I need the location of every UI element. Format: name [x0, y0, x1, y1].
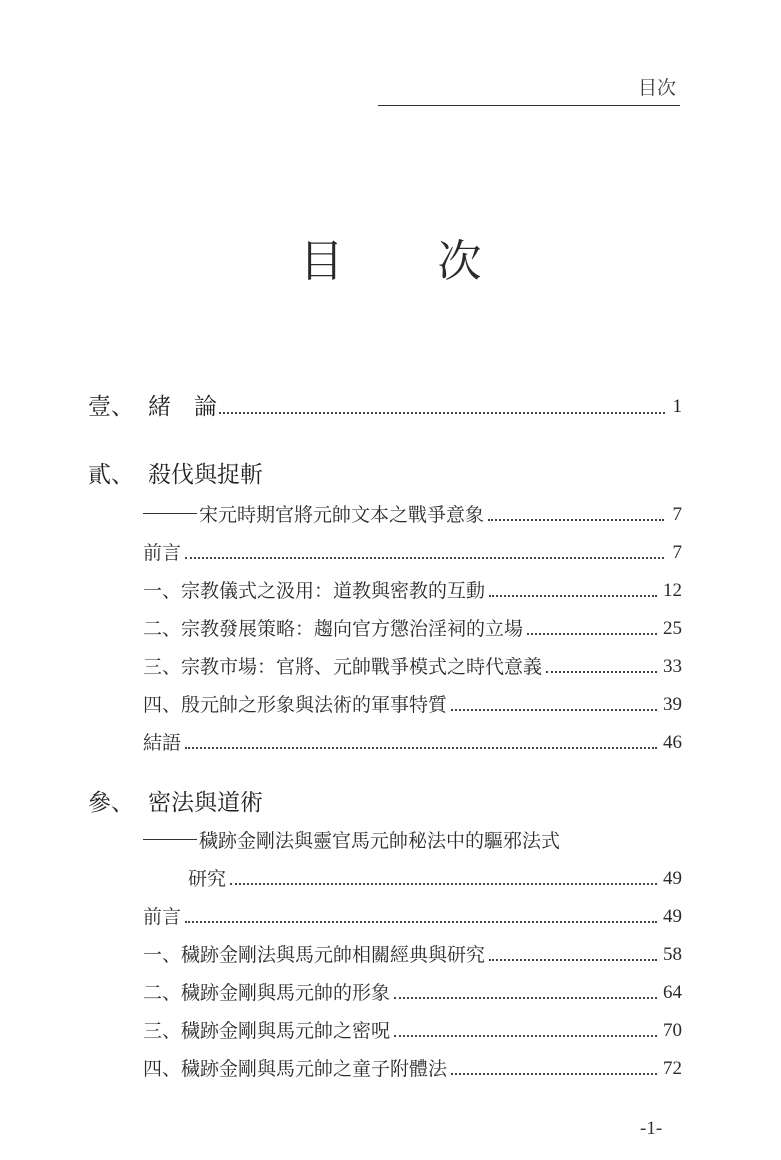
toc-entry[interactable] — [143, 654, 682, 680]
entry-title: 一、宗教儀式之汲用：道教與密教的互動 — [143, 580, 486, 602]
dot-leader — [185, 747, 657, 749]
dot-leader — [394, 1035, 657, 1037]
dot-leader — [546, 671, 657, 673]
entry-title: 四、殷元帥之形象與法術的軍事特質 — [143, 694, 448, 716]
running-header-rule — [378, 105, 680, 106]
dot-leader — [451, 709, 657, 711]
toc-entry[interactable] — [143, 904, 682, 930]
chapter-2-subtitle[interactable] — [143, 502, 682, 528]
entry-title: 結語 — [143, 732, 182, 754]
dot-leader — [527, 633, 657, 635]
chapter-3-heading[interactable] — [88, 788, 682, 818]
subtitle: 宋元時期官將元帥文本之戰爭意象 — [143, 502, 484, 528]
em-dash-rule — [143, 513, 197, 514]
page-number: 49 — [663, 868, 682, 889]
subtitle-continued: 研究 — [188, 868, 227, 890]
entry-title: 前言 — [143, 542, 182, 564]
chapter-title: 密法與道術 — [148, 790, 263, 816]
dot-leader — [185, 557, 664, 559]
entry-title: 二、宗教發展策略：趨向官方懲治淫祠的立場 — [143, 618, 524, 640]
running-header-label: 目次 — [637, 77, 676, 99]
chapter-2-heading[interactable] — [88, 460, 682, 490]
chapter-3-subtitle-line2[interactable] — [188, 866, 682, 892]
footer-page-number: -1- — [640, 1118, 663, 1139]
toc-entry[interactable] — [143, 942, 682, 968]
entry-title: 前言 — [143, 906, 182, 928]
page-number: 58 — [663, 944, 682, 965]
toc-entry[interactable] — [143, 1056, 682, 1082]
subtitle: 穢跡金剛法與靈官馬元帥秘法中的驅邪法式 — [143, 828, 560, 854]
entry-title: 四、穢跡金剛與馬元帥之童子附體法 — [143, 1058, 448, 1080]
dot-leader — [185, 921, 657, 923]
chapter-title: 緒 論 — [148, 394, 217, 420]
chapter-1-heading[interactable] — [88, 392, 682, 422]
dot-leader — [488, 519, 664, 521]
toc-entry[interactable] — [143, 540, 682, 566]
entry-title: 二、穢跡金剛與馬元帥的形象 — [143, 982, 391, 1004]
page-number: 12 — [663, 580, 682, 601]
page-number: 39 — [663, 694, 682, 715]
chapter-number: 參、 — [88, 790, 134, 816]
page-number: 49 — [663, 906, 682, 927]
dot-leader — [451, 1073, 657, 1075]
toc-entry[interactable] — [143, 578, 682, 604]
chapter-number: 壹、 — [88, 394, 134, 420]
em-dash-rule — [143, 839, 197, 840]
toc-entry[interactable] — [143, 616, 682, 642]
entry-title: 三、穢跡金剛與馬元帥之密呪 — [143, 1020, 391, 1042]
toc-entry[interactable] — [143, 730, 682, 756]
toc-entry[interactable] — [143, 1018, 682, 1044]
running-header — [378, 76, 680, 106]
page-number: 7 — [672, 542, 682, 563]
page-number: 72 — [663, 1058, 682, 1079]
page-number: 1 — [672, 396, 682, 417]
chapter-number: 貳、 — [88, 462, 134, 488]
page-title: 目 次 — [299, 236, 522, 287]
page-number: 25 — [663, 618, 682, 639]
entry-title: 一、穢跡金剛法與馬元帥相關經典與研究 — [143, 944, 486, 966]
page-number: 46 — [663, 732, 682, 753]
dot-leader — [394, 997, 657, 999]
page-number: 7 — [672, 504, 682, 525]
dot-leader — [489, 959, 657, 961]
dot-leader — [230, 883, 657, 885]
chapter-3-subtitle-line1[interactable] — [143, 828, 682, 854]
toc-entry[interactable] — [143, 692, 682, 718]
dot-leader — [219, 412, 665, 414]
dot-leader — [489, 595, 657, 597]
toc-entry[interactable] — [143, 980, 682, 1006]
chapter-title: 殺伐與捉斬 — [148, 462, 263, 488]
page-number: 33 — [663, 656, 682, 677]
page-number: 70 — [663, 1020, 682, 1041]
page-number: 64 — [663, 982, 682, 1003]
entry-title: 三、宗教市場：官將、元帥戰爭模式之時代意義 — [143, 656, 543, 678]
